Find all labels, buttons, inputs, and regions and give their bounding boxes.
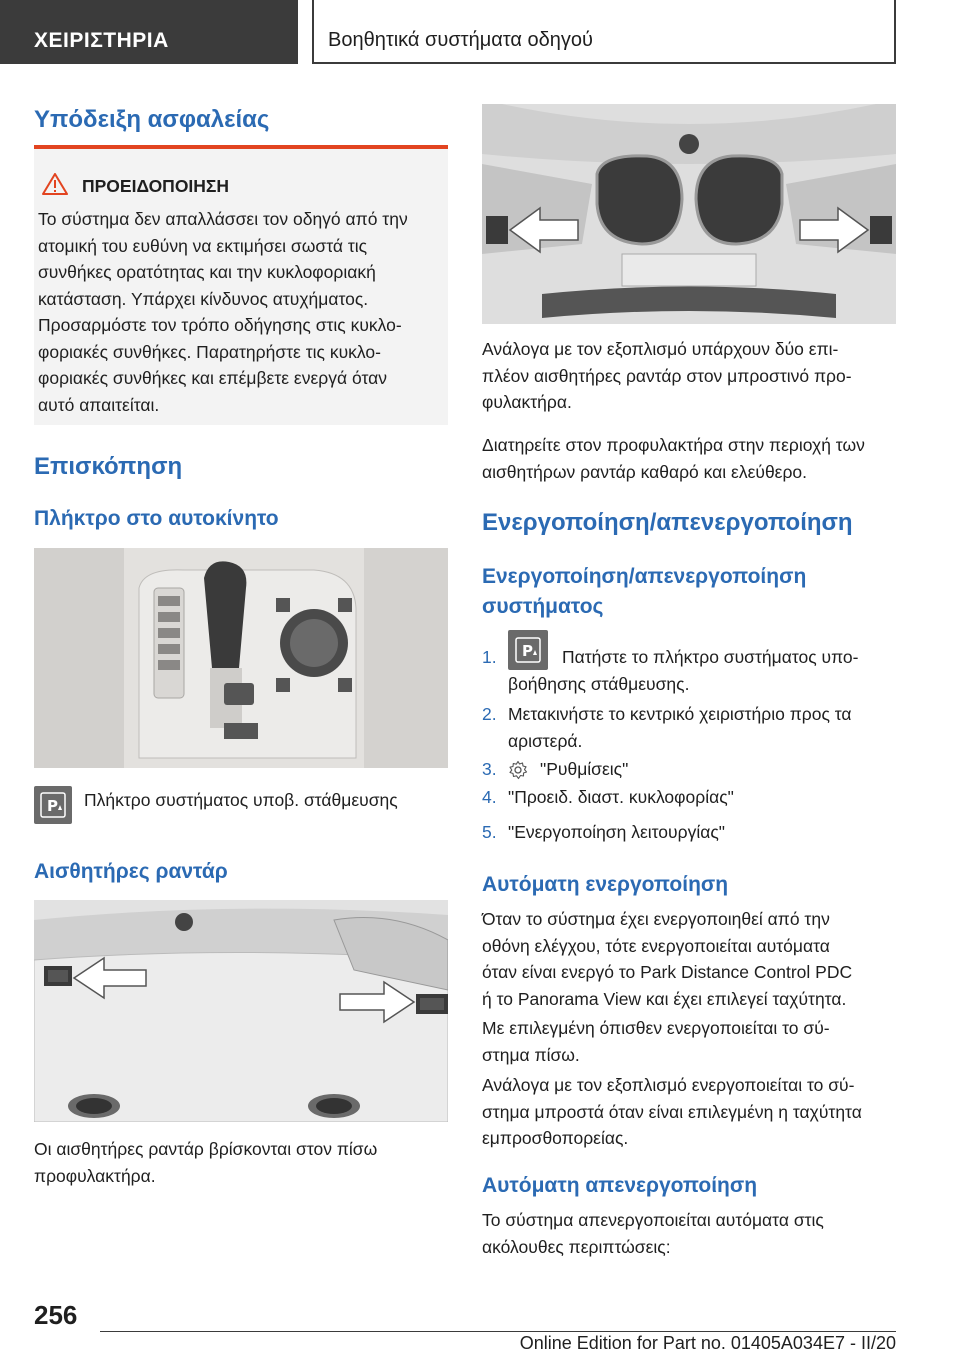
footer-divider <box>100 1331 896 1332</box>
auto-off-paragraph: Το σύστημα απενεργοποιείται αυτόματα στις ακόλουθες περιπτώσεις: <box>482 1210 824 1257</box>
page-number: 256 <box>34 1300 78 1330</box>
edition-footer: Online Edition for Part no. 01405A034E7 - II/20 <box>519 1333 896 1353</box>
auto-on-paragraph-3: Ανάλογα με τον εξοπλισμό ενεργοποιείται το σύ- στημα μπροστά όταν είναι επιλεγμένη η ταχύτητα εμπροσθοπορείας. <box>482 1075 862 1148</box>
warning-triangle-icon <box>42 173 68 200</box>
rear-sensor-caption: Οι αισθητήρες ραντάρ βρίσκονται στον πίσω προφυλακτήρα. <box>34 1139 378 1186</box>
overview-heading: Επισκόπηση <box>34 453 183 480</box>
svg-text:P: P <box>522 642 533 660</box>
park-assist-button-icon <box>34 786 72 824</box>
auto-off-heading: Αυτόματη απενεργοποίηση <box>482 1174 758 1197</box>
step-5: 5. "Ενεργοποίηση λειτουργίας" <box>482 822 725 842</box>
auto-on-heading: Αυτόματη ενεργοποίηση <box>482 873 729 896</box>
button-caption: Πλήκτρο συστήματος υποβ. στάθμευσης <box>84 790 398 810</box>
auto-on-paragraph-2: Με επιλεγμένη όπισθεν ενεργοποιείται το σύ- στημα πίσω. <box>482 1018 830 1065</box>
chapter-title: Βοηθητικά συστήματα οδηγού <box>312 0 896 64</box>
center-console-image <box>34 548 448 768</box>
sensors-heading: Αισθητήρες ραντάρ <box>34 860 228 883</box>
activation-subheading: Ενεργοποίηση/απενεργοποίηση συστήματος <box>482 565 807 618</box>
auto-on-paragraph-1: Όταν το σύστημα έχει ενεργοποιηθεί από την οθόνη ελέγχου, τότε ενεργοποιείται αυτόματα όταν είναι ενεργό το Park Distance Control PDC ή το Panorama View και έχει επιλεγεί ταχύτητα. <box>482 909 853 1009</box>
warning-title: ΠΡΟΕΙΔΟΠΟΙΗΣΗ <box>82 176 230 196</box>
step-1: 1. P Πατήστε το πλήκτρο συστήματος υπο- βοήθησης στάθμευσης. <box>482 644 902 698</box>
safety-heading: Υπόδειξη ασφαλείας <box>34 106 270 133</box>
warning-text: Το σύστημα δεν απαλλάσσει τον οδηγό από την ατομική του ευθύνη να εκτιμήσει σωστά τις συνθήκες ορατότητας και την κυκλοφοριακή κατάσταση. Υπάρχει κίνδυνος ατυχήματος. Προσαρμόστε τον τρόπο οδήγησης στις κυκλο- φοριακές συνθήκες. Παρατηρήστε τις κυκλο- φοριακές συνθήκες και επέμβετε ενεργά όταν αυτό απαιτείται. <box>38 209 408 415</box>
front-sensor-caption: Ανάλογα με τον εξοπλισμό υπάρχουν δύο επι- πλέον αισθητήρες ραντάρ στον μπροστινό προ- φυλακτήρα. <box>482 339 852 412</box>
step-4: 4. "Προειδ. διαστ. κυκλοφορίας" <box>482 787 734 807</box>
section-tab: ΧΕΙΡΙΣΤΗΡΙΑ <box>0 0 298 64</box>
svg-text:P: P <box>47 797 58 815</box>
step-3: 3. "Ρυθμίσεις" <box>482 756 902 784</box>
warning-box <box>34 145 448 425</box>
button-heading: Πλήκτρο στο αυτοκίνητο <box>34 507 279 530</box>
front-bumper-image <box>482 104 896 324</box>
step-2: 2. Μετακινήστε το κεντρικό χειριστήριο προς τα αριστερά. <box>482 704 852 751</box>
keep-clean-text: Διατηρείτε στον προφυλακτήρα στην περιοχή των αισθητήρων ραντάρ καθαρό και ελεύθερο. <box>482 435 865 482</box>
activation-heading: Ενεργοποίηση/απενεργοποίηση <box>482 509 853 536</box>
rear-bumper-image <box>34 900 448 1122</box>
